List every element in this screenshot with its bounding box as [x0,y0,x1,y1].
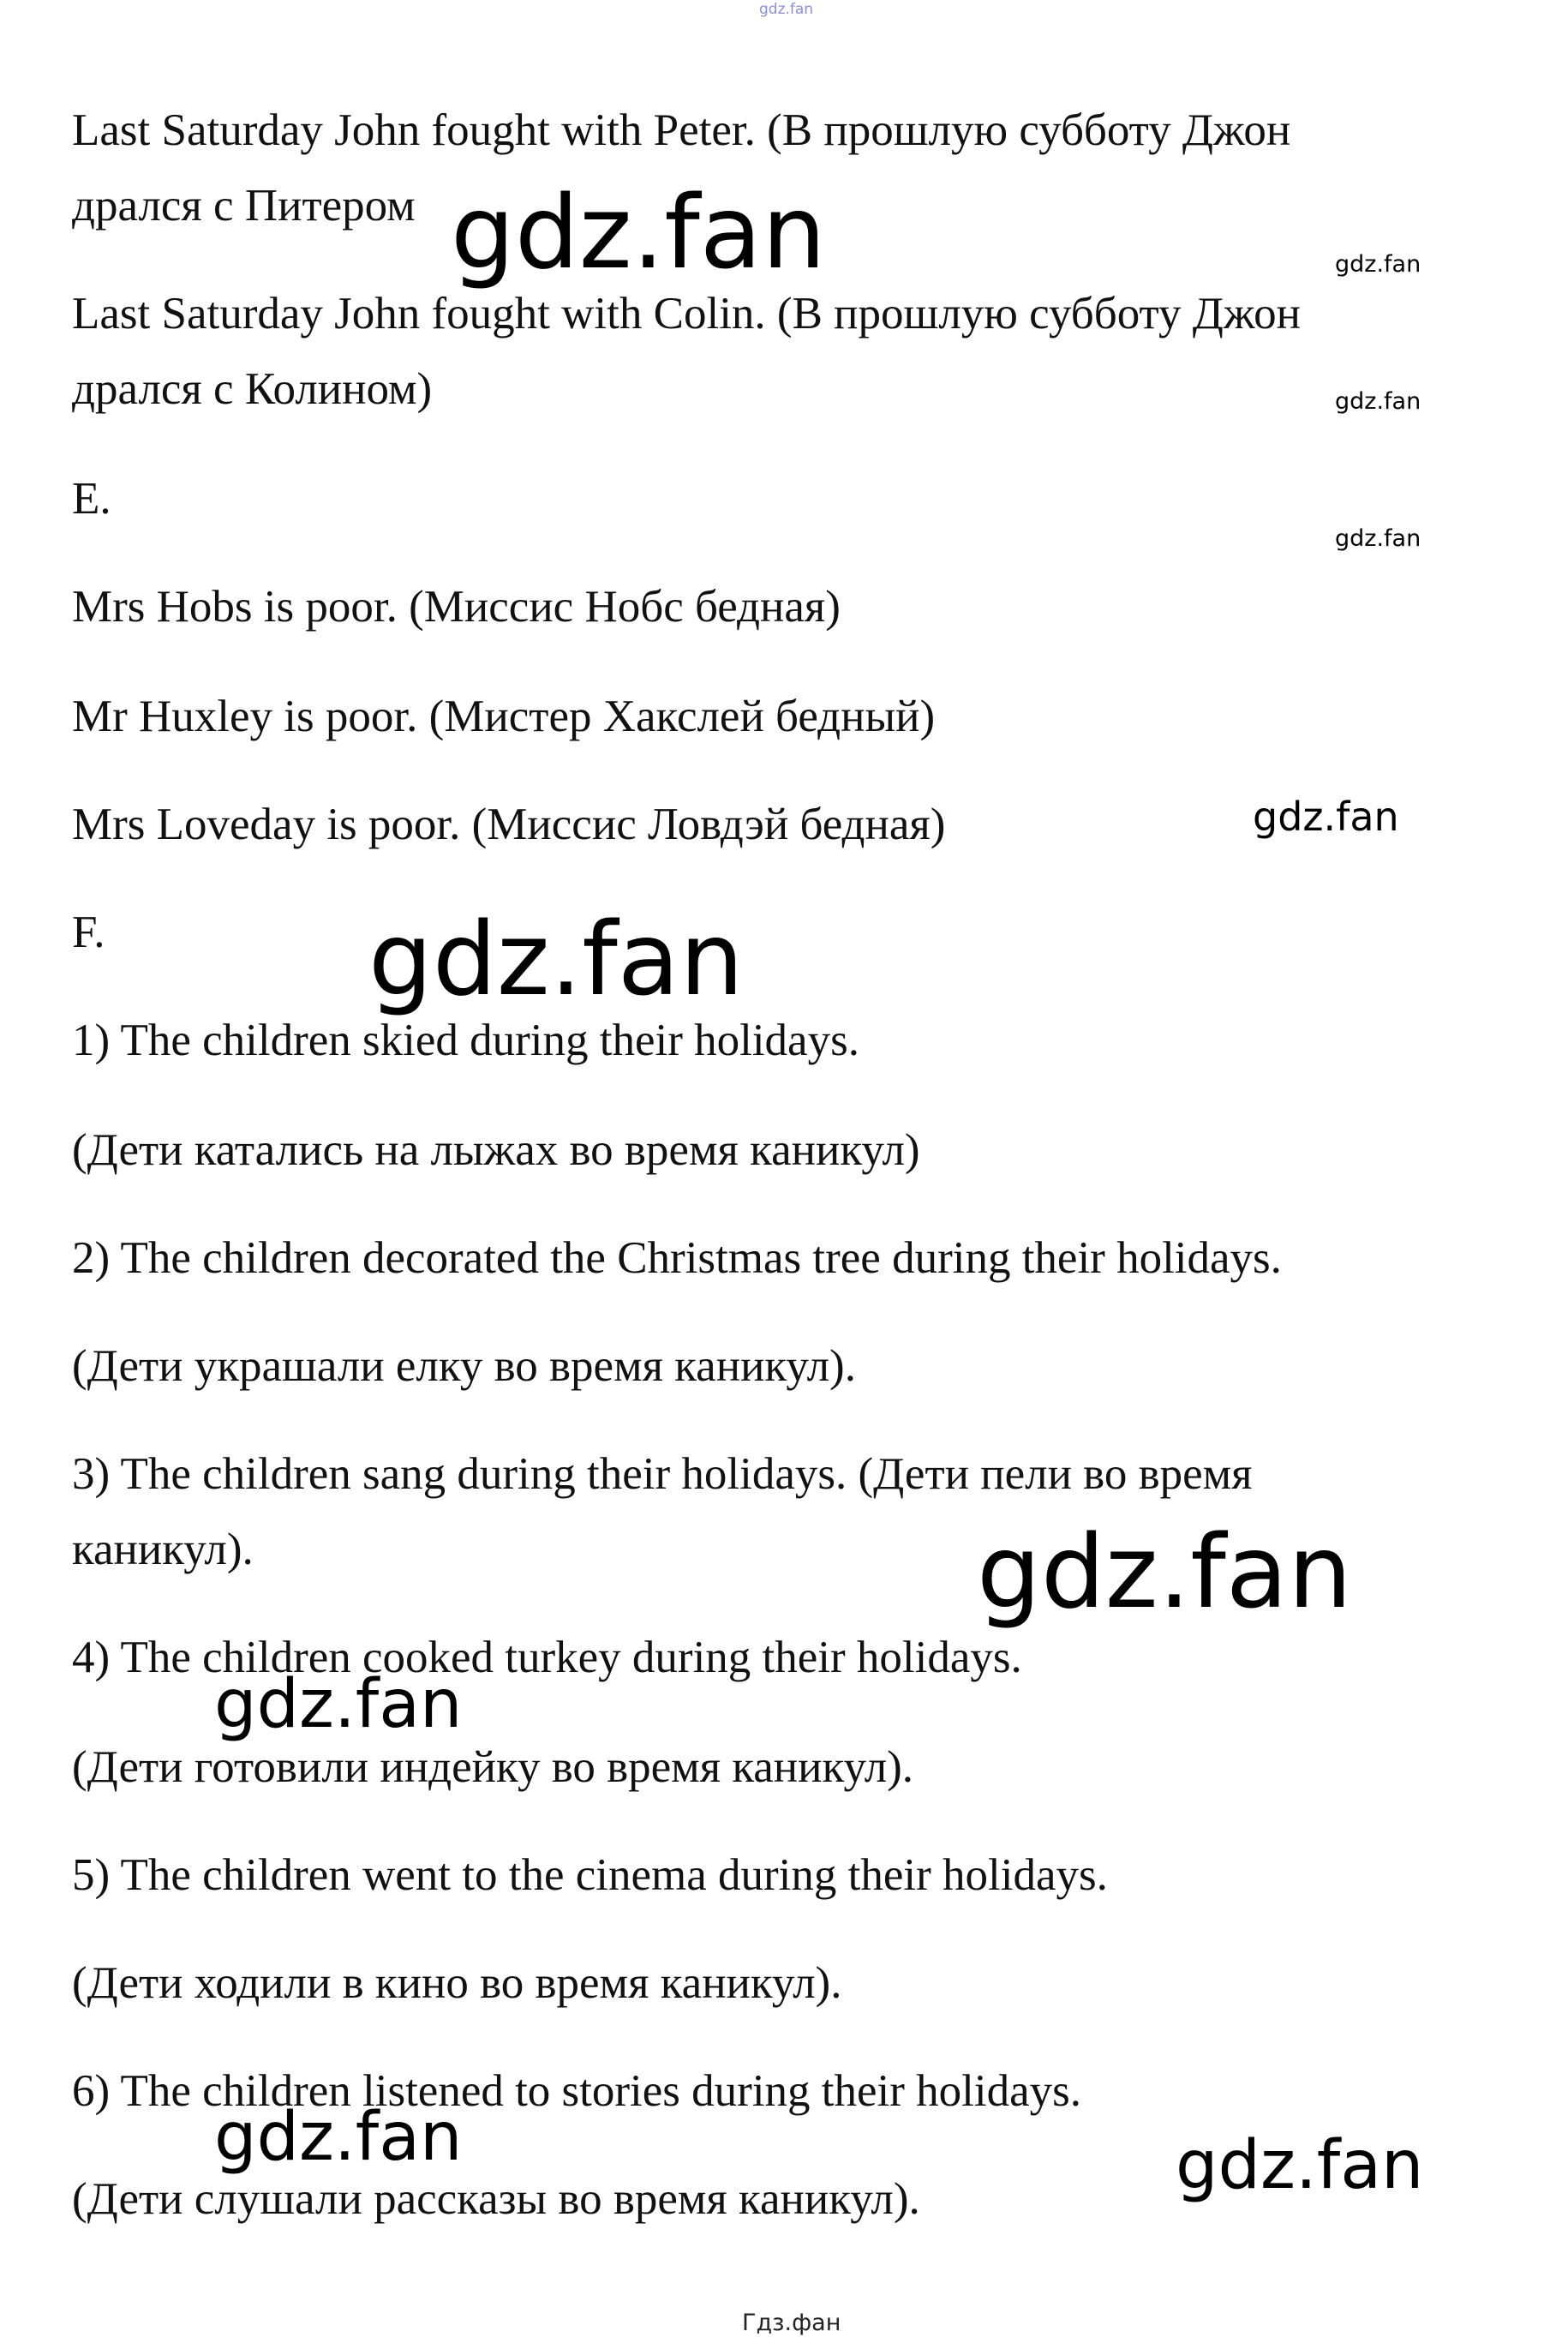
watermark: gdz.fan [1335,525,1421,552]
watermark: gdz.fan [977,1513,1352,1631]
header-watermark: gdz.fan [759,1,814,18]
watermark: gdz.fan [1253,794,1399,840]
text-line: Last Saturday John fought with Peter. (В прошлую субботу Джон [72,105,1291,155]
text-line: 1) The children skied during their holidays. [72,1016,859,1065]
watermark: gdz.fan [1176,2127,1424,2204]
text-line: 2) The children decorated the Christmas tree during their holidays. [72,1233,1282,1283]
text-line: 6) The children listened to stories during their holidays. [72,2066,1082,2116]
text-line: дрался с Колином) [72,364,433,414]
text-line: 3) The children sang during their holidays. (Дети пели во время [72,1449,1253,1499]
text-line: (Дети украшали елку во время каникул). [72,1341,856,1391]
watermark: gdz.fan [1335,388,1421,415]
footer-watermark: Гдз.фан [742,2310,841,2336]
text-line: Mrs Hobs is poor. (Миссис Нобс бедная) [72,582,841,632]
text-line: (Дети ходили в кино во время каникул). [72,1958,842,2008]
watermark: gdz.fan [368,900,744,1018]
watermark: gdz.fan [451,173,826,291]
text-line: дрался с Питером [72,181,416,231]
text-line: Mrs Loveday is poor. (Миссис Ловдэй бедная) [72,800,946,849]
text-line: (Дети катались на лыжах во время каникул) [72,1125,920,1175]
watermark: gdz.fan [214,2099,463,2176]
text-line: (Дети готовили индейку во время каникул). [72,1742,914,1792]
text-line: 5) The children went to the cinema during their holidays. [72,1850,1108,1900]
section-label: F. [72,908,105,957]
text-line: Last Saturday John fought with Colin. (В прошлую субботу Джон [72,289,1302,339]
section-label: E. [72,474,111,524]
text-line: Mr Huxley is poor. (Мистер Хакслей бедный) [72,692,936,741]
watermark: gdz.fan [1335,251,1421,278]
text-line: 4) The children cooked turkey during their holidays. [72,1633,1022,1682]
watermark: gdz.fan [214,1666,463,1743]
text-line: (Дети слушали рассказы во время каникул). [72,2174,920,2224]
text-line: каникул). [72,1525,254,1574]
